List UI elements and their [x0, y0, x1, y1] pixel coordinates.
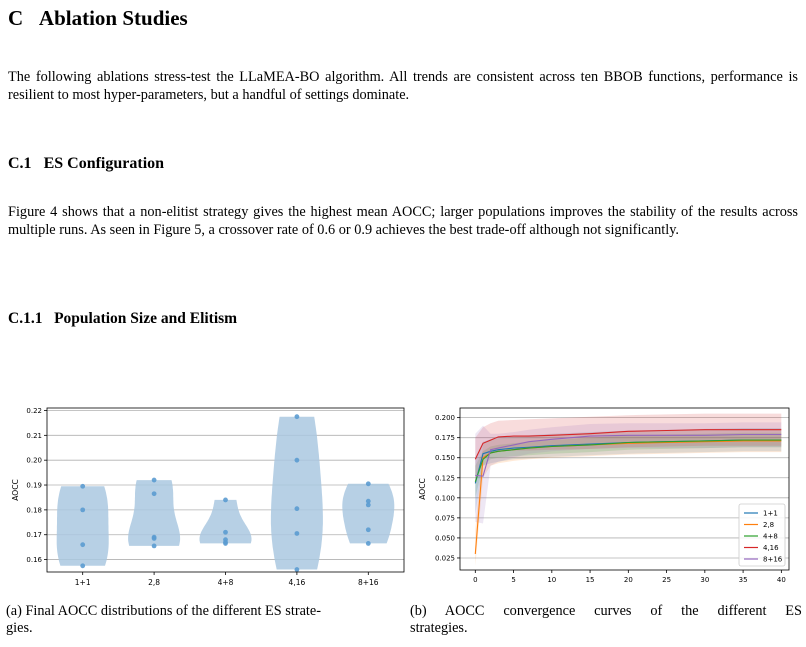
- y-axis-label: AOCC: [418, 478, 427, 500]
- subsection-number: C.1: [8, 155, 32, 172]
- caption-b-line2: strategies.: [410, 620, 468, 636]
- caption-b-line1: (b) AOCC convergence curves of the different ES: [410, 603, 802, 619]
- x-tick-label: 40: [776, 576, 786, 584]
- x-tick-label: 35: [738, 576, 748, 584]
- y-tick-label: 0.075: [434, 514, 455, 523]
- data-point: [366, 527, 371, 532]
- y-tick-label: 0.22: [26, 406, 42, 415]
- x-tick-label: 8+16: [357, 578, 379, 587]
- data-point: [366, 541, 371, 546]
- violin-8+16: [342, 484, 394, 544]
- y-tick-label: 0.100: [434, 494, 455, 503]
- data-point: [80, 563, 85, 568]
- band-8+16: [475, 422, 781, 523]
- data-point: [295, 414, 300, 419]
- caption-a: [6, 603, 408, 637]
- data-point: [152, 535, 157, 540]
- x-tick-label: 5: [511, 576, 516, 584]
- intro-paragraph: The following ablations stress-test the LLaMEA-BO algorithm. All trends are consistent across ten BBOB functions, performance is resilient to most hyper-parameters, but a handful of settings dominate.: [8, 69, 798, 103]
- legend-label: 2,8: [763, 521, 775, 529]
- x-tick-label: 15: [585, 576, 595, 584]
- x-tick-label: 20: [623, 576, 633, 584]
- y-tick-label: 0.025: [434, 554, 455, 563]
- violin-4+8: [200, 500, 252, 544]
- subsection-heading: [8, 155, 164, 173]
- data-point: [366, 481, 371, 486]
- data-point: [152, 491, 157, 496]
- subsubsection-title: Population Size and Elitism: [54, 310, 238, 327]
- data-point: [223, 537, 228, 542]
- y-tick-label: 0.18: [26, 506, 42, 515]
- legend-label: 4+8: [763, 532, 778, 541]
- y-tick-label: 0.19: [26, 481, 42, 490]
- data-point: [80, 484, 85, 489]
- violin-chart: [0, 395, 410, 593]
- data-point: [152, 478, 157, 483]
- y-tick-label: 0.150: [434, 454, 455, 463]
- x-tick-label: 0: [473, 576, 478, 584]
- data-point: [80, 542, 85, 547]
- x-tick-label: 4+8: [217, 578, 234, 587]
- y-tick-label: 0.17: [26, 531, 42, 540]
- y-axis-label: AOCC: [11, 479, 20, 501]
- data-point: [223, 498, 228, 503]
- y-tick-label: 0.200: [434, 414, 455, 423]
- x-tick-label: 10: [547, 576, 557, 584]
- data-point: [295, 506, 300, 511]
- section-number: C: [8, 6, 24, 30]
- data-point: [295, 531, 300, 536]
- y-tick-label: 0.20: [26, 456, 42, 465]
- y-tick-label: 0.175: [434, 434, 455, 443]
- y-tick-label: 0.16: [26, 556, 42, 565]
- data-point: [295, 567, 300, 572]
- data-point: [152, 544, 157, 549]
- data-point: [223, 530, 228, 535]
- caption-a-line2: gies.: [6, 620, 33, 636]
- subsubsection-heading: [8, 310, 237, 328]
- convergence-chart: [412, 395, 806, 593]
- subsubsection-number: C.1.1: [8, 310, 43, 327]
- data-point: [80, 507, 85, 512]
- x-tick-label: 4,16: [288, 578, 306, 587]
- y-tick-label: 0.21: [26, 431, 42, 440]
- subsection-title: ES Configuration: [43, 155, 165, 172]
- legend-label: 1+1: [763, 509, 778, 518]
- x-tick-label: 2,8: [148, 578, 161, 587]
- section-title: Ablation Studies: [38, 6, 188, 30]
- x-tick-label: 25: [662, 576, 672, 584]
- y-tick-label: 0.050: [434, 534, 455, 543]
- data-point: [366, 499, 371, 504]
- x-tick-label: 30: [700, 576, 710, 584]
- violin-4,16: [271, 417, 323, 570]
- line-plot-area: [418, 408, 789, 584]
- section-heading: [8, 6, 188, 31]
- legend-label: 4,16: [763, 544, 779, 552]
- violin-1+1: [57, 486, 109, 566]
- y-tick-label: 0.125: [434, 474, 455, 483]
- data-point: [295, 458, 300, 463]
- legend-label: 8+16: [763, 555, 783, 564]
- x-tick-label: 1+1: [74, 578, 91, 587]
- caption-b: [410, 603, 802, 637]
- violin-plot-area: [11, 407, 404, 587]
- caption-a-line1: (a) Final AOCC distributions of the different ES strate-: [6, 603, 322, 619]
- subsection-paragraph: Figure 4 shows that a non-elitist strategy gives the highest mean AOCC; larger populations improves the stability of the results across multiple runs. As seen in Figure 5, a crossover rate of 0.6 or 0.9 achieves the best trade-off although not significantly.: [8, 204, 798, 238]
